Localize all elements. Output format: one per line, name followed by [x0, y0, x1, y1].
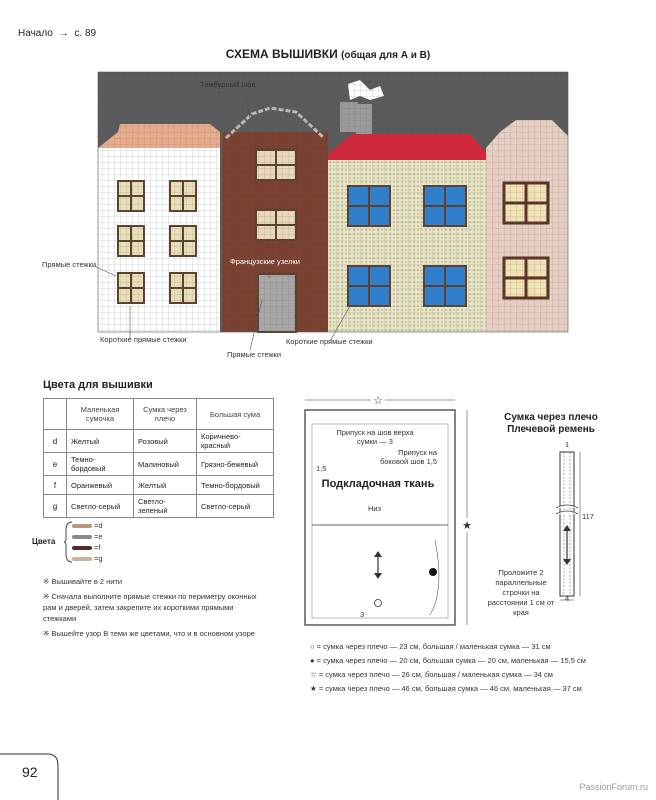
swatch-label: Цвета [32, 537, 56, 546]
strap-dim-117: 117 [582, 512, 594, 521]
table-row: d Желтый Розовый Коричнево-красный [44, 430, 274, 453]
strap-note: Проложите 2 параллельные строчки на расстоянии 1 см от края [487, 568, 555, 617]
label-chain-stitch: Тамбурный шов [200, 80, 256, 89]
label-bottom: Низ [368, 504, 382, 513]
lining-title: Подкладочная ткань [321, 478, 435, 490]
strap-dim-4: 4 [565, 594, 570, 603]
header-big: Большая сума [197, 399, 274, 430]
label-straight-bottom: Прямые стежки [227, 350, 282, 359]
strap-title: Сумка через плечо Плечевой ремень [504, 412, 598, 435]
thread-swatch-f [72, 546, 92, 550]
label-short-straight-left: Короткие прямые стежки [100, 335, 187, 344]
header-shoulder: Сумка через плечо [134, 399, 197, 430]
legend-item: ○ = сумка через плечо — 23 см, большая / маленькая сумка — 31 см [310, 642, 551, 651]
legend-item: ★ = сумка через плечо — 46 см, большая сумка — 46 см, маленькая — 37 см [310, 684, 582, 693]
colors-title: Цвета для вышивки [43, 379, 153, 391]
note-item: ※ Вышивайте в 2 нити [43, 577, 123, 586]
thread-swatch-g [72, 557, 92, 561]
legend-item: ☆ = сумка через плечо — 26 см, большая / маленькая сумка — 34 см [310, 670, 553, 679]
arrow-icon: → [58, 28, 69, 39]
page-number: 92 [22, 764, 38, 780]
label-seam-top: Припуск на шов верха сумки — 3 [336, 428, 414, 446]
swatch-key-d: =d [94, 521, 103, 530]
table-row: e Темно-бордовый Малиновый Грязно-бежевый [44, 453, 274, 476]
colors-table [43, 398, 274, 518]
note-item: ※ Вышейте узор В теми же цветами, что и в основном узоре [43, 629, 255, 638]
table-row: f Оранжевый Желтый Темно-бордовый [44, 476, 274, 495]
label-bottom-3: 3 [360, 610, 365, 619]
notes [43, 576, 268, 643]
thread-swatch-e [72, 535, 92, 539]
label-seam-side: Припуск на боковой шов 1,5 [379, 448, 437, 466]
scheme-title-main: СХЕМА ВЫШИВКИ [225, 47, 338, 61]
grid-overlay [98, 72, 568, 332]
breadcrumb-page: с. 89 [74, 28, 97, 39]
legend-item: ● = сумка через плечо — 20 см, большая сумка — 20 см, маленькая — 15,5 см [310, 656, 586, 665]
swatch-key-e: =e [94, 532, 103, 541]
table-row: g Светло-серый Светло-зеленый Светло-серый [44, 495, 274, 518]
label-straight-left: Прямые стежки [42, 260, 97, 269]
watermark: PassionForum.ru [579, 782, 648, 792]
thread-swatches [64, 520, 94, 564]
strap-dim-1: 1 [565, 440, 570, 449]
colors-table-header [44, 399, 274, 430]
swatch-key-f: =f [94, 543, 101, 552]
swatch-key-g: =g [94, 554, 103, 563]
label-left-1-5: 1,5 [316, 464, 327, 473]
svg-text:☆: ☆ [373, 395, 383, 407]
scheme-title-sub: (общая для А и В) [341, 50, 431, 61]
thread-swatch-d [72, 524, 92, 528]
breadcrumb-start: Начало [18, 28, 53, 39]
note-item: ※ Сначала выполните прямые стежки по периметру оконных рам и дверей, затем закрепите их короткими прямыми стежками [43, 592, 257, 623]
embroidery-scheme [0, 0, 656, 370]
size-legend [310, 640, 610, 696]
svg-text:★: ★ [462, 520, 472, 532]
label-short-straight-right: Короткие прямые стежки [286, 337, 373, 346]
label-french-knots: Французские узелки [230, 257, 300, 266]
header-small: Маленькая сумочка [67, 399, 134, 430]
